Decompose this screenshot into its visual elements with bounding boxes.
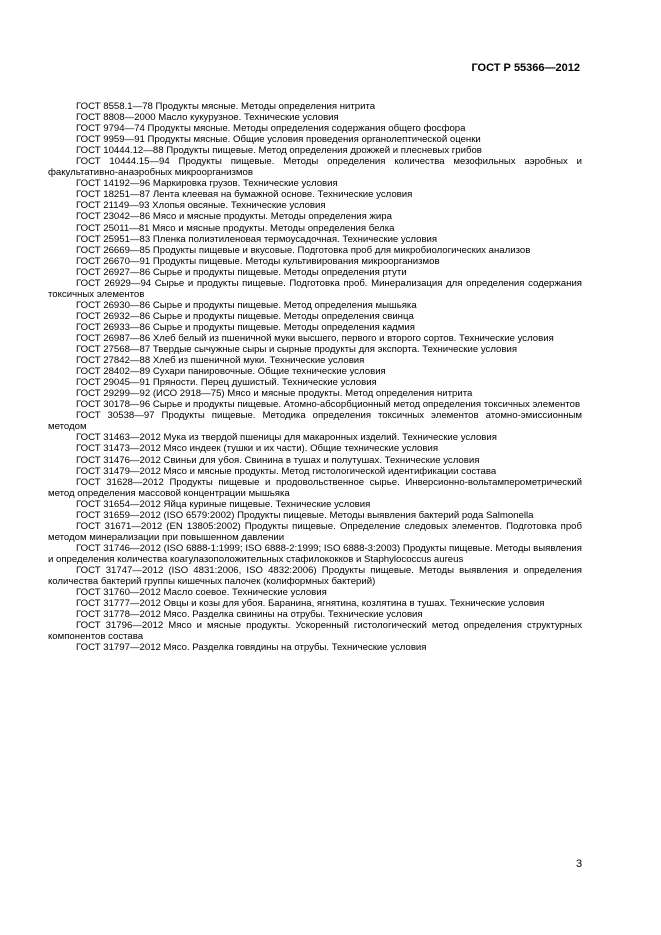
reference-item: ГОСТ 21149—93 Хлопья овсяные. Технические условия — [76, 200, 326, 212]
reference-item: ГОСТ 26927—86 Сырье и продукты пищевые. Методы определения ртути — [76, 266, 407, 278]
reference-item: ГОСТ 9794—74 Продукты мясные. Методы определения содержания общего фосфора — [76, 123, 466, 135]
reference-item: ГОСТ 9959—91 Продукты мясные. Общие условия проведения органолептической оценки — [76, 134, 481, 146]
reference-item: ГОСТ 31654—2012 Яйца куриные пищевые. Технические условия — [76, 498, 371, 510]
reference-item: ГОСТ 31778—2012 Мясо. Разделка свинины на отрубы. Технические условия — [76, 609, 423, 621]
reference-item: ГОСТ 14192—96 Маркировка грузов. Технические условия — [76, 178, 338, 190]
reference-item: ГОСТ 23042—86 Мясо и мясные продукты. Методы определения жира — [76, 211, 392, 223]
reference-item: ГОСТ 29045—91 Пряности. Перец душистый. Технические условия — [76, 377, 377, 389]
page-number: 3 — [576, 858, 583, 870]
reference-item: ГОСТ 10444.15—94 Продукты пищевые. Методы определения количества мезофильных аэробных и факультативно-анаэробных микроорганизмов — [48, 156, 582, 179]
reference-item: ГОСТ 31671—2012 (EN 13805:2002) Продукты пищевые. Определение следовых элементов. Подготовка проб методом минерализации при повышенном давлении — [48, 520, 582, 543]
reference-item: ГОСТ 31659—2012 (ISO 6579:2002) Продукты пищевые. Методы выявления бактерий рода Salmonella — [76, 509, 534, 521]
reference-item: ГОСТ 31796—2012 Мясо и мясные продукты. Ускоренный гистологический метод определения структурных компонентов состава — [48, 620, 582, 643]
reference-item: ГОСТ 26669—85 Продукты пищевые и вкусовые. Подготовка проб для микробиологических анализов — [76, 244, 531, 256]
reference-item: ГОСТ 26932—86 Сырье и продукты пищевые. Методы определения свинца — [76, 310, 414, 322]
reference-item: ГОСТ 27568—87 Твердые сычужные сыры и сырные продукты для экспорта. Технические условия — [76, 344, 518, 356]
reference-item: ГОСТ 31797—2012 Мясо. Разделка говядины на отрубы. Технические условия — [76, 642, 427, 654]
reference-item: ГОСТ 8558.1—78 Продукты мясные. Методы определения нитрита — [76, 101, 376, 112]
reference-item: ГОСТ 31760—2012 Масло соевое. Технические условия — [76, 587, 327, 599]
reference-item: ГОСТ 28402—89 Сухари панировочные. Общие технические условия — [76, 366, 386, 378]
reference-item: ГОСТ 18251—87 Лента клеевая на бумажной основе. Технические условия — [76, 189, 413, 201]
reference-item: ГОСТ 29299—92 (ИСО 2918—75) Мясо и мясные продукты. Метод определения нитрита — [76, 388, 473, 400]
reference-item: ГОСТ 31628—2012 Продукты пищевые и продовольственное сырье. Инверсионно-вольтамперометрический метод определения массовой концентрации мышьяка — [48, 476, 582, 499]
reference-item: ГОСТ 31747—2012 (ISO 4831:2006, ISO 4832:2006) Продукты пищевые. Методы выявления и определения количества бактерий группы кишечных палочек (колиформных бактерий) — [48, 564, 582, 588]
reference-item: ГОСТ 31463—2012 Мука из твердой пшеницы для макаронных изделий. Технические условия — [76, 432, 497, 444]
reference-item: ГОСТ 26987—86 Хлеб белый из пшеничной муки высшего, первого и второго сортов. Технические условия — [76, 332, 554, 344]
reference-item: ГОСТ 31473—2012 Мясо индеек (тушки и их части). Общие технические условия — [76, 443, 439, 455]
reference-item: ГОСТ 27842—88 Хлеб из пшеничной муки. Технические условия — [76, 355, 365, 367]
reference-item: ГОСТ 31476—2012 Свиньи для убоя. Свинина в тушах и полутушах. Технические условия — [76, 454, 480, 466]
reference-item: ГОСТ 8808—2000 Масло кукурузное. Технические условия — [76, 112, 339, 124]
reference-item: ГОСТ 26929—94 Сырье и продукты пищевые. Подготовка проб. Минерализация для определения содержания токсичных элементов — [48, 277, 582, 300]
reference-item: ГОСТ 31479—2012 Мясо и мясные продукты. Метод гистологической идентификации состава — [76, 465, 497, 477]
normative-references-list — [48, 101, 582, 653]
reference-item: ГОСТ 26930—86 Сырье и продукты пищевые. Метод определения мышьяка — [76, 299, 417, 311]
reference-item: ГОСТ 31777—2012 Овцы и козы для убоя. Баранина, ягнятина, козлятина в тушах. Технические условия — [76, 598, 545, 610]
reference-item: ГОСТ 25951—83 Пленка полиэтиленовая термоусадочная. Технические условия — [76, 233, 438, 245]
reference-item: ГОСТ 30178—96 Сырье и продукты пищевые. Атомно-абсорбционный метод определения токсичных элементов — [76, 399, 581, 411]
reference-item: ГОСТ 26670—91 Продукты пищевые. Методы культивирования микроорганизмов — [76, 255, 440, 267]
reference-item: ГОСТ 30538—97 Продукты пищевые. Методика определения токсичных элементов атомно-эмиссионным методом — [48, 410, 582, 433]
document-header: ГОСТ Р 55366—2012 — [471, 62, 580, 74]
reference-item: ГОСТ 25011—81 Мясо и мясные продукты. Методы определения белка — [76, 222, 395, 234]
reference-item: ГОСТ 10444.12—88 Продукты пищевые. Метод определения дрожжей и плесневых грибов — [76, 145, 482, 157]
reference-item: ГОСТ 26933—86 Сырье и продукты пищевые. Методы определения кадмия — [76, 321, 415, 333]
reference-item: ГОСТ 31746—2012 (ISO 6888-1:1999; ISO 6888-2:1999; ISO 6888-3:2003) Продукты пищевые. Методы выявления и определения количества коагулазоположительных стафилококков и Staphylococcus aureus — [48, 542, 582, 565]
